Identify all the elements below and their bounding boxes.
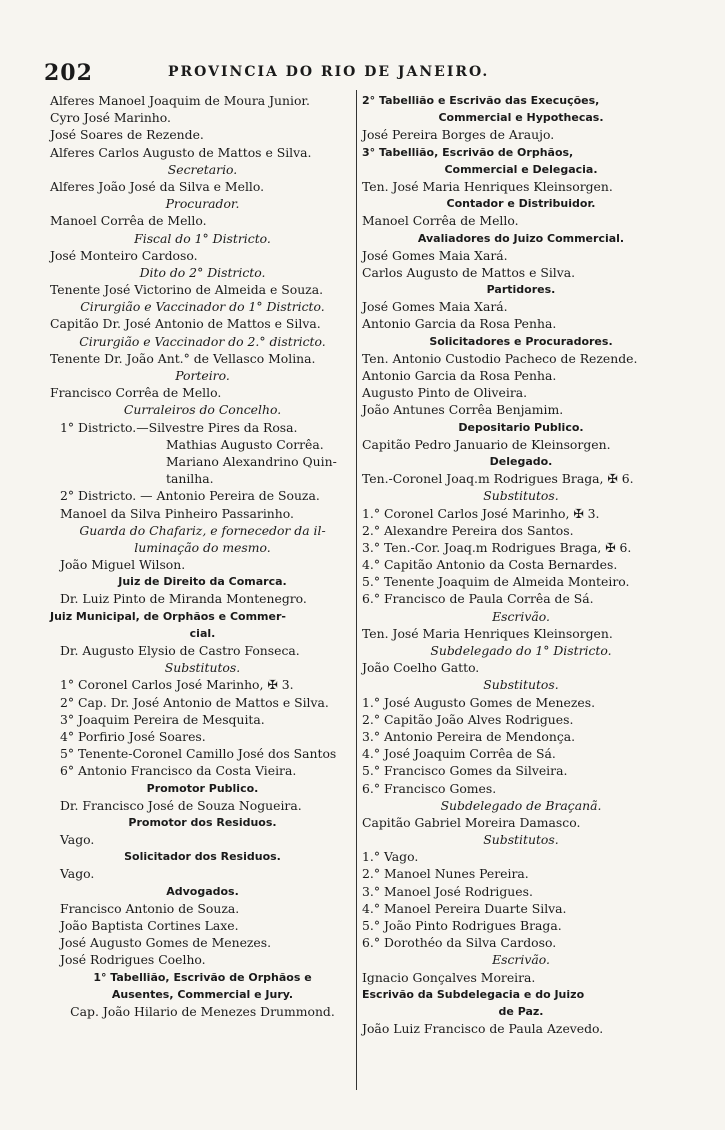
entry-line: João Coelho Gatto. (362, 660, 480, 676)
entry-line: Dr. Francisco José de Souza Nogueira. (60, 797, 302, 813)
entry-line: 1.° José Augusto Gomes de Menezes. (362, 694, 596, 710)
entry-line: Antonio Garcia da Rosa Penha. (362, 368, 557, 383)
entry-line: 2.° Capitão João Alves Rodrigues. (362, 711, 574, 727)
entry-line: 2° Districto. — Antonio Pereira de Souza. (60, 488, 320, 504)
entry-line: 3.° Antonio Pereira de Mendonça. (362, 728, 576, 744)
entry-line: 4° Porfirio José Soares. (60, 728, 206, 744)
office-title: Secretario. (167, 161, 238, 177)
office-title: Escrivão. (492, 608, 550, 624)
section-heading: Delegado. (489, 454, 553, 468)
section-heading: cial. (189, 626, 216, 640)
entry-line: José Gomes Maia Xará. (362, 247, 508, 263)
entry-line: Ten.-Coronel Joaq.m Rodrigues Braga, ✠ 6. (362, 471, 634, 487)
entry-line: 5.° Francisco Gomes da Silveira. (362, 763, 568, 779)
office-title: Dito do 2° Districto. (139, 264, 266, 280)
entry-line: Ten. José Maria Henriques Kleinsorgen. (362, 625, 613, 641)
section-heading: Solicitadores e Procuradores. (429, 334, 613, 348)
entry-line: 4.° Capitão Antonio da Costa Bernardes. (362, 557, 618, 573)
office-title: Escrivão. (492, 952, 550, 968)
entry-line: José Augusto Gomes de Menezes. (60, 935, 272, 951)
section-heading: de Paz. (498, 1004, 544, 1018)
entry-line: João Baptista Cortines Laxe. (60, 918, 239, 933)
entry-line: Ignacio Gonçalves Moreira. (362, 969, 536, 985)
entry-line: Alferes Carlos Augusto de Mattos e Silva. (50, 144, 312, 160)
entry-line: tanilha. (166, 471, 214, 487)
section-heading: Promotor Publico. (146, 781, 259, 795)
office-title: Cirurgião e Vaccinador do 1° Districto. (80, 299, 325, 315)
office-title: Procurador. (165, 196, 240, 212)
entry-line: Francisco Antonio de Souza. (60, 900, 240, 916)
entry-line: 2.° Manoel Nunes Pereira. (362, 866, 529, 882)
entry-line: Capitão Pedro Januario de Kleinsorgen. (362, 436, 611, 452)
entry-line: João Miguel Wilson. (60, 557, 186, 573)
entry-line: 2° Cap. Dr. José Antonio de Mattos e Silva. (60, 694, 329, 710)
entry-line: João Luiz Francisco de Paula Azevedo. (362, 1021, 604, 1037)
entry-line: Francisco Corrêa de Mello. (50, 385, 222, 401)
entry-line: José Monteiro Cardoso. (50, 247, 198, 263)
entry-line: Dr. Luiz Pinto de Miranda Montenegro. (60, 591, 307, 607)
column-divider (356, 90, 357, 1090)
entry-line: 3.° Ten.-Cor. Joaq.m Rodrigues Braga, ✠ 6. (362, 539, 632, 555)
entry-line: Capitão Gabriel Moreira Damasco. (362, 814, 581, 830)
left-column (50, 92, 355, 1020)
entry-line: Augusto Pinto de Oliveira. (362, 385, 528, 401)
office-title: Substitutos. (164, 660, 241, 676)
section-heading: Juiz Municipal, de Orphãos e Commer- (50, 609, 286, 623)
section-heading: Advogados. (166, 884, 239, 898)
entry-line: Alferes João José da Silva e Mello. (50, 178, 265, 194)
entry-line: José Soares de Rezende. (50, 127, 204, 143)
office-title: Substitutos. (483, 832, 559, 848)
entry-line: 4.° Manoel Pereira Duarte Silva. (362, 900, 567, 916)
entry-line: José Rodrigues Coelho. (60, 952, 206, 968)
section-heading: 1° Tabellião, Escrivão de Orphãos e (93, 970, 312, 984)
office-title: luminação do mesmo. (134, 539, 271, 555)
entry-line: Dr. Augusto Elysio de Castro Fonseca. (60, 643, 300, 658)
entry-line: 1.° Coronel Carlos José Marinho, ✠ 3. (362, 505, 600, 521)
section-heading: Commercial e Delegacia. (444, 162, 598, 176)
entry-line: 1° Districto.—Silvestre Pires da Rosa. (60, 419, 298, 435)
office-title: Cirurgião e Vaccinador do 2.° districto. (79, 333, 326, 349)
office-title: Curraleiros do Concelho. (123, 402, 282, 418)
page-header (40, 60, 680, 84)
entry-line: 2.° Alexandre Pereira dos Santos. (362, 522, 574, 538)
office-title: Subdelegado de Braçanã. (440, 797, 602, 813)
entry-line: João Antunes Corrêa Benjamim. (362, 402, 564, 418)
office-title: Fiscal do 1° Districto. (134, 230, 271, 246)
section-heading: Juiz de Direito da Comarca. (118, 575, 287, 589)
entry-line: Vago. (60, 832, 95, 848)
entry-line: 3.° Manoel José Rodrigues. (362, 883, 533, 899)
office-title: Guarda do Chafariz, e fornecedor da il- (79, 522, 326, 538)
entry-line: José Pereira Borges de Araujo. (362, 127, 555, 143)
section-heading: Solicitador dos Residuos. (124, 850, 281, 864)
entry-line: 6.° Francisco de Paula Corrêa de Sá. (362, 591, 594, 607)
entry-line: 5.° João Pinto Rodrigues Braga. (362, 918, 562, 933)
office-title: Porteiro. (175, 368, 230, 383)
entry-line: Mathias Augusto Corrêa. (166, 436, 324, 452)
entry-line: Tenente José Victorino de Almeida e Souza. (50, 282, 324, 298)
section-heading: Escrivão da Subdelegacia e do Juizo (362, 987, 585, 1001)
entry-line: Tenente Dr. João Ant.° de Vellasco Molina. (50, 350, 316, 366)
section-heading: Depositario Publico. (458, 420, 584, 434)
section-heading: Partidores. (486, 283, 556, 297)
page-number: 202 (44, 60, 93, 86)
section-heading: 3° Tabellião, Escrivão de Orphãos, (362, 145, 574, 159)
entry-line: 6.° Francisco Gomes. (362, 780, 497, 796)
section-heading: Commercial e Hypothecas. (438, 111, 604, 125)
entry-line: 6.° Dorothéo da Silva Cardoso. (362, 935, 557, 951)
entry-line: Vago. (60, 866, 95, 882)
entry-line: Ten. José Maria Henriques Kleinsorgen. (362, 178, 613, 194)
right-column (362, 92, 680, 1037)
entry-line: 3° Joaquim Pereira de Mesquita. (60, 711, 265, 727)
office-title: Subdelegado do 1° Districto. (430, 643, 612, 658)
section-heading: Contador e Distribuidor. (446, 197, 596, 211)
section-heading: Avaliadores do Juizo Commercial. (417, 231, 625, 245)
entry-line: 1.° Vago. (362, 849, 419, 865)
running-title: PROVINCIA DO RIO DE JANEIRO. (168, 64, 490, 80)
section-heading: 2° Tabellião e Escrivão das Execuções, (362, 94, 600, 107)
section-heading: Promotor dos Residuos. (128, 815, 277, 829)
entry-line: Manoel Corrêa de Mello. (362, 213, 519, 229)
entry-line: Cyro José Marinho. (50, 110, 171, 126)
entry-line: Cap. João Hilario de Menezes Drummond. (70, 1003, 335, 1019)
entry-line: Capitão Dr. José Antonio de Mattos e Silva. (50, 316, 321, 332)
entry-line: José Gomes Maia Xará. (362, 299, 508, 315)
entry-line: Manoel da Silva Pinheiro Passarinho. (60, 505, 294, 521)
entry-line: Carlos Augusto de Mattos e Silva. (362, 264, 576, 280)
entry-line: 5.° Tenente Joaquim de Almeida Monteiro. (362, 574, 630, 590)
entry-line: Manoel Corrêa de Mello. (50, 213, 207, 229)
office-title: Substitutos. (483, 677, 559, 693)
entry-line: 1° Coronel Carlos José Marinho, ✠ 3. (60, 677, 294, 693)
entry-line: 4.° José Joaquim Corrêa de Sá. (362, 746, 556, 762)
entry-line: 5° Tenente-Coronel Camillo José dos Santos (60, 746, 337, 762)
section-heading: Ausentes, Commercial e Jury. (111, 987, 294, 1001)
entry-line: Ten. Antonio Custodio Pacheco de Rezende. (362, 350, 638, 366)
office-title: Substitutos. (483, 488, 559, 504)
entry-line: 6° Antonio Francisco da Costa Vieira. (60, 763, 297, 779)
entry-line: Alferes Manoel Joaquim de Moura Junior. (50, 93, 310, 108)
entry-line: Mariano Alexandrino Quin- (166, 453, 337, 469)
entry-line: Antonio Garcia da Rosa Penha. (362, 316, 557, 332)
